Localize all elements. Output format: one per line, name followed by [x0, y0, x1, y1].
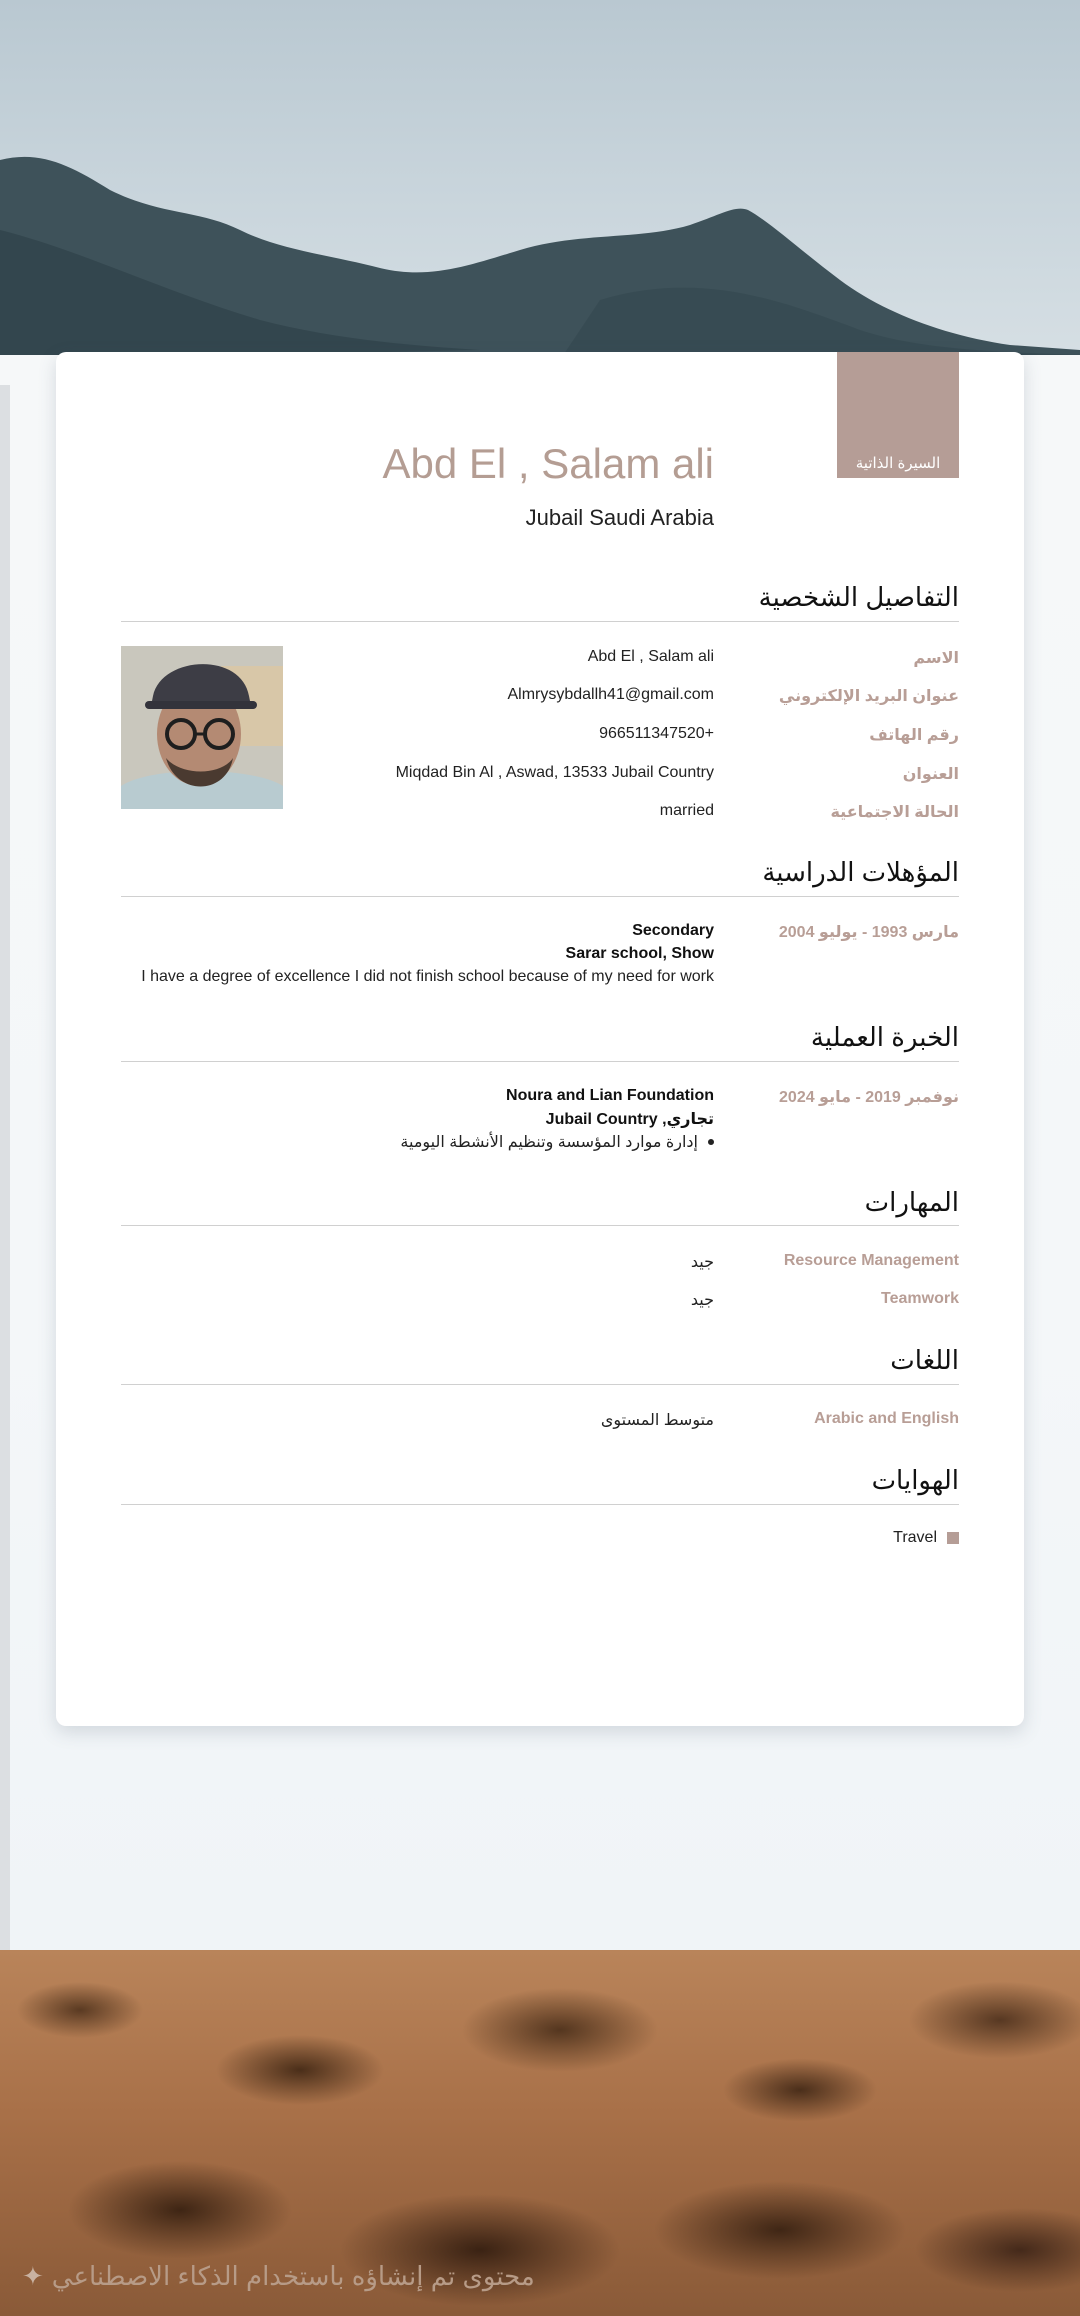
- language-name: Arabic and English: [814, 1410, 959, 1427]
- resume-tab: [837, 352, 959, 478]
- experience-company: Noura and Lian Foundation: [506, 1087, 714, 1104]
- side-strip: [0, 385, 10, 1950]
- divider: [121, 621, 959, 622]
- bullet-icon: [708, 1139, 714, 1145]
- experience-role: تجاري, Jubail Country: [545, 1111, 714, 1128]
- education-description: I have a degree of excellence I did not finish school because of my need for work: [141, 968, 714, 985]
- experience-bullet-text: إدارة موارد المؤسسة وتنظيم الأنشطة اليومية: [400, 1134, 698, 1151]
- skill-name: Teamwork: [881, 1290, 959, 1307]
- divider: [121, 1384, 959, 1385]
- section-title-skills: المهارات: [864, 1187, 959, 1217]
- ai-generated-note: [22, 2256, 535, 2296]
- hobby-item: [893, 1529, 959, 1547]
- education-period: مارس 1993 - يوليو 2004: [778, 924, 959, 941]
- divider: [121, 1225, 959, 1226]
- fur-background: [0, 1950, 1080, 2316]
- skill-level: جيد: [690, 1254, 714, 1271]
- skill-name: Resource Management: [783, 1252, 959, 1269]
- label-phone: رقم الهاتف: [869, 727, 959, 744]
- hobby-label: Travel: [893, 1529, 937, 1546]
- value-marital-status: married: [659, 802, 714, 819]
- ai-note-text: محتوى تم إنشاؤه باستخدام الذكاء الاصطناعي: [51, 2260, 535, 2291]
- label-address: العنوان: [902, 766, 959, 783]
- mountain-background: [0, 0, 1080, 360]
- language-level: متوسط المستوى: [600, 1412, 714, 1429]
- divider: [121, 896, 959, 897]
- value-name: Abd El , Salam ali: [587, 648, 714, 665]
- education-degree: Secondary: [632, 922, 714, 939]
- value-email: Almrysybdallh41@gmail.com: [507, 686, 714, 703]
- avatar: [121, 646, 283, 809]
- value-address: Miqdad Bin Al , Aswad, 13533 Jubail Country: [395, 764, 714, 781]
- mountain-illustration: [0, 0, 1080, 360]
- experience-period: نوفمبر 2019 - مايو 2024: [779, 1089, 959, 1106]
- skill-level: جيد: [690, 1292, 714, 1309]
- profile-photo: [121, 646, 283, 809]
- section-title-languages: اللغات: [890, 1345, 959, 1375]
- value-phone: 966511347520+: [599, 725, 714, 742]
- section-title-education: المؤهلات الدراسية: [762, 857, 959, 887]
- sparkle-icon: ✦: [22, 2260, 44, 2291]
- candidate-location: Jubail Saudi Arabia: [525, 505, 714, 530]
- resume-tab-label: السيرة الذاتية: [855, 455, 941, 472]
- education-school: Sarar school, Show: [565, 945, 714, 962]
- square-bullet-icon: [947, 1532, 959, 1544]
- section-title-hobbies: الهوايات: [871, 1465, 959, 1495]
- section-title-personal: التفاصيل الشخصية: [758, 582, 959, 612]
- experience-bullet: [400, 1132, 714, 1152]
- divider: [121, 1061, 959, 1062]
- divider: [121, 1504, 959, 1505]
- label-name: الاسم: [913, 650, 959, 667]
- section-title-experience: الخبرة العملية: [810, 1022, 959, 1052]
- label-marital-status: الحالة الاجتماعية: [830, 804, 959, 821]
- label-email: عنوان البريد الإلكتروني: [778, 688, 959, 705]
- candidate-name: Abd El , Salam ali: [382, 440, 714, 487]
